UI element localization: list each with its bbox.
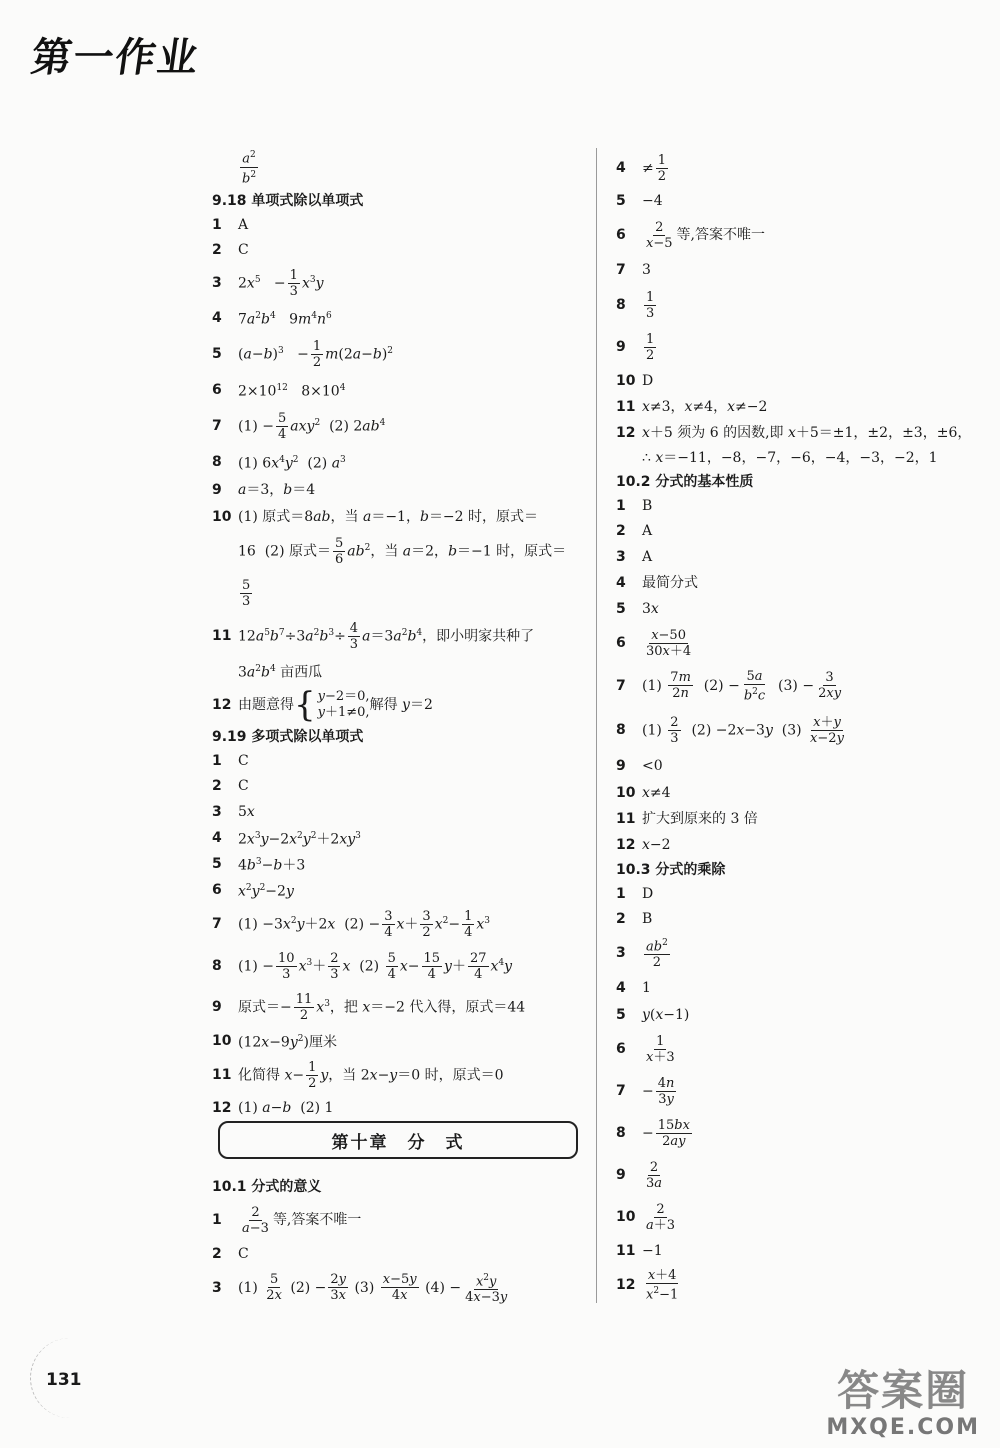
list-item: 3 A: [616, 549, 653, 565]
list-item: 12 由题意得 { y−2＝0, y＋1≠0, 解得 y＝2: [212, 685, 433, 725]
list-item: 6 $\frac{x-50}{30x+4}$: [616, 627, 692, 659]
list-item: 2 C: [212, 242, 249, 258]
list-item: 8 $\frac{1}{3}$: [616, 289, 655, 321]
list-item: 6 $x^2y^2-2y$: [212, 882, 294, 900]
list-item: 12 $\frac{x+4}{x^2-1}$: [616, 1267, 679, 1303]
list-item: 12 x＋5 须为 6 的因数,即 x＋5＝±1，±2，±3，±6，: [616, 425, 972, 441]
list-item: 12 (1) a−b (2) 1: [212, 1100, 334, 1116]
left-column-lower: [212, 1175, 582, 1309]
list-item: 7 $(1) -3x^2y+2x$ (2) − $\frac{3}{4}$ x＋ $\frac{3}{2}$ $x^2-$ $\frac{1}{4}$ $x^3$: [212, 908, 490, 940]
list-item: 11 −1: [616, 1243, 663, 1259]
list-item: 2 B: [616, 911, 653, 927]
list-item: 8 (1) − $\frac{10}{3}$ $x^3+$ $\frac{2}{3}$ x (2) $\frac{5}{4}$ x− $\frac{15}{4}$ y＋ $\frac{27}{4}$ $x^4y$: [212, 950, 513, 982]
list-item: 9 $\frac{2}{3a}$: [616, 1159, 663, 1191]
list-item: 10 $\frac{2}{a+3}$: [616, 1201, 676, 1233]
list-item: 3 $2x^5$ − $\frac{1}{3}$ $x^3y$: [212, 267, 324, 299]
list-item: 10 $(12x-9y^2)$厘米: [212, 1033, 337, 1051]
list-item: 3 $\frac{ab^2}{2}$: [616, 937, 668, 971]
list-item: 5 y(x−1): [616, 1007, 690, 1023]
list-item: 8 (1) $\frac{2}{3}$ (2) −2x−3y (3) $\frac{x+y}{x-2y}$: [616, 714, 844, 746]
list-item: 11 扩大到原来的 3 倍: [616, 811, 758, 827]
list-item: 5 $(a-b)^3$ − $\frac{1}{2}$ $m(2a-b)^2$: [212, 338, 394, 370]
list-item: 3 (1) $\frac{5}{2x}$ (2) − $\frac{2y}{3x}$ (3) $\frac{x-5y}{4x}$ (4) − $\frac{x^2y}{4x-3y}$: [212, 1272, 508, 1306]
list-item: 1 A: [212, 217, 249, 233]
list-item: 10 (1) 原式＝8ab，当 a＝−1，b＝−2 时，原式＝: [212, 509, 539, 525]
left-column: [212, 145, 582, 1121]
list-item: 7 (1) $\frac{7m}{2n}$ (2) − $\frac{5a}{b^2c}$ (3) − $\frac{3}{2xy}$: [616, 668, 842, 704]
list-item: 1 D: [616, 886, 654, 902]
list-item: 5 3x: [616, 601, 659, 617]
section-title-10-2: 10.2 分式的基本性质: [616, 474, 754, 490]
list-item: 5 −4: [616, 193, 663, 209]
page-number: 131: [46, 1370, 82, 1390]
list-item: 4 $2x^3y-2x^2y^2+2xy^3$: [212, 830, 361, 848]
list-item: 4 $7a^2b^4$ $9m^4n^6$: [212, 310, 332, 328]
list-item: $\frac{a^2}{b^2}$: [242, 150, 257, 186]
list-item: 2 C: [212, 1246, 249, 1262]
list-item: 1 B: [616, 498, 653, 514]
list-item: 6 $\frac{2}{x-5}$ 等,答案不唯一: [616, 219, 765, 251]
list-item: 7 (1) − $\frac{5}{4}$ axy$^2$ (2) $2ab^4$: [212, 410, 386, 442]
watermark-logo: 答案圈 MXQE.COM: [826, 1366, 980, 1440]
column-divider: [596, 148, 597, 1303]
section-title-10-1: 10.1 分式的意义: [212, 1179, 322, 1195]
list-item: 9 $\frac{1}{2}$: [616, 331, 655, 363]
list-item: 9 原式＝− $\frac{11}{2}$ $x^3$，把 x＝−2 代入得，原式＝44: [212, 991, 526, 1023]
list-item: ∴ x＝−11，−8，−7，−6，−4，−3，−2，1: [642, 450, 938, 466]
list-item: 8 (1) $6x^4y^2$ (2) $a^3$: [212, 454, 346, 472]
list-item: 2 C: [212, 778, 249, 794]
list-item: 6 $2\times 10^{12}$ $8\times 10^4$: [212, 382, 346, 400]
list-item: 9 a＝3，b＝4: [212, 482, 316, 498]
list-item: 7 3: [616, 262, 651, 278]
brand-logo: 第一作业: [28, 34, 203, 81]
list-item: 11 x≠3，x≠4，x≠−2: [616, 399, 768, 415]
list-item: 4 1: [616, 980, 651, 996]
list-item: 7 − $\frac{4n}{3y}$: [616, 1075, 675, 1107]
list-item: 4 最简分式: [616, 575, 698, 591]
list-item: 11 化简得 x− $\frac{1}{2}$ y，当 2x−y＝0 时，原式＝0: [212, 1059, 504, 1091]
list-item: 1 $\frac{2}{a-3}$ 等,答案不唯一: [212, 1204, 362, 1236]
right-column: [616, 148, 996, 1306]
list-item: 5 $4b^3-b+3$: [212, 856, 306, 874]
list-item: 12 x−2: [616, 837, 671, 853]
list-item: $\frac{5}{3}$: [242, 577, 251, 609]
list-item: 9 <0: [616, 758, 663, 774]
section-title-9-18: 9.18 单项式除以单项式: [212, 193, 364, 209]
list-item: 2 A: [616, 523, 653, 539]
list-item: 6 $\frac{1}{x+3}$: [616, 1033, 675, 1065]
list-item: 8 − $\frac{15bx}{2ay}$: [616, 1117, 690, 1149]
list-item: 4 ≠ $\frac{1}{2}$: [616, 152, 667, 184]
list-item: 16 (2) 原式＝ $\frac{5}{6}$ $ab^2$，当 a＝2，b＝−1 时，原式＝: [238, 535, 567, 567]
section-title-10-3: 10.3 分式的乘除: [616, 862, 726, 878]
list-item: 10 x≠4: [616, 785, 671, 801]
list-item: 1 C: [212, 753, 249, 769]
chapter-banner: 第十章 分 式: [218, 1121, 578, 1159]
list-item: 11 $12a^5b^7\div 3a^2b^3\div$ $\frac{4}{3}$ $a=3a^2b^4$，即小明家共种了: [212, 620, 535, 652]
list-item: $3a^2b^4$ 亩西瓜: [238, 664, 323, 681]
list-item: 10 D: [616, 373, 654, 389]
section-title-9-19: 9.19 多项式除以单项式: [212, 729, 364, 745]
list-item: 3 5x: [212, 804, 255, 820]
